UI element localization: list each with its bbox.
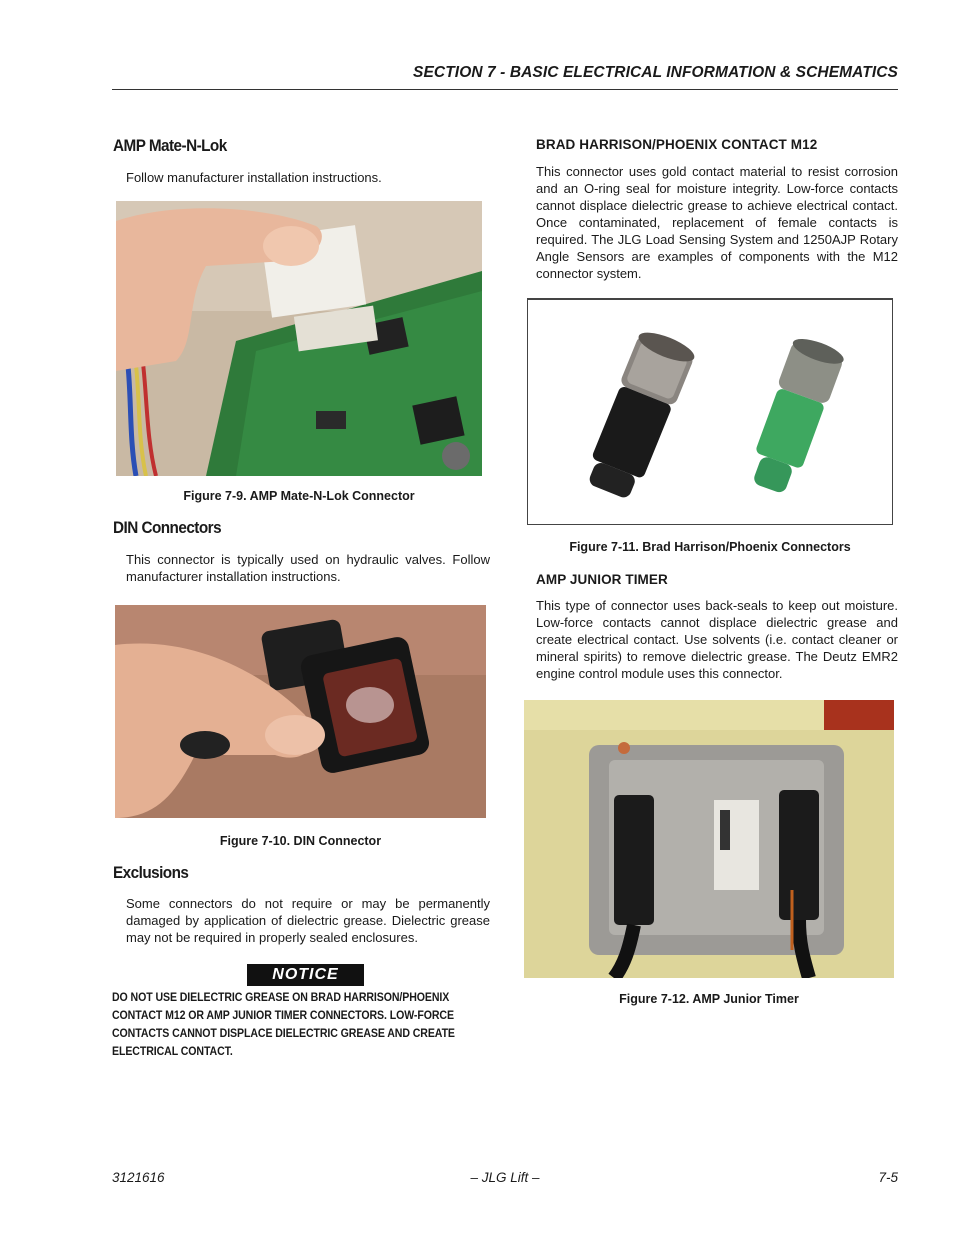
footer-doc-number: 3121616 <box>112 1170 165 1185</box>
footer-center: – JLG Lift – <box>470 1170 540 1185</box>
heading-din-connectors: DIN Connectors <box>113 518 222 537</box>
din-connectors-body: This connector is typically used on hydraulic valves. Follow manufacturer installation instructions. <box>126 552 490 584</box>
notice-badge: NOTICE <box>247 964 364 986</box>
brad-harrison-body: This connector uses gold contact material to resist corrosion and an O-ring seal for moisture integrity. Low-force contacts cannot displace dielectric grease to achieve electrical contact. Once contaminated, replacement of female contacts is required. The JLG Load Sensing System and 1250AJP Rotary Angle Sensors are examples of components with the M12 connector system. <box>536 164 898 281</box>
figure-7-10-caption: Figure 7-10. DIN Connector <box>219 834 382 848</box>
notice-text: DO NOT USE DIELECTRIC GREASE ON BRAD HARRISON/PHOENIX CONTACT M12 OR AMP JUNIOR TIMER CONNECTORS. LOW-FORCE CONTACTS CANNOT DISPLACE DIELECTRIC GREASE AND CREATE ELECTRICAL CONTACT. <box>112 992 455 1058</box>
heading-amp-junior-timer: AMP JUNIOR TIMER <box>536 572 668 587</box>
amp-mate-n-lok-body: Follow manufacturer installation instructions. <box>126 170 382 185</box>
figure-7-9-caption: Figure 7-9. AMP Mate-N-Lok Connector <box>183 489 415 503</box>
amp-junior-timer-body: This type of connector uses back-seals to keep out moisture. Low-force contacts cannot displace dielectric grease and create electrical contact. Use solvents (i.e. contact cleaner or mineral spirits) to remove dielectric grease. The Deutz EMR2 engine control module uses this connector. <box>536 598 898 681</box>
figure-7-11-photo <box>527 298 893 525</box>
figure-7-11-caption: Figure 7-11. Brad Harrison/Phoenix Connectors <box>569 540 851 554</box>
figure-7-12-caption: Figure 7-12. AMP Junior Timer <box>619 992 799 1006</box>
figure-7-12-photo <box>524 700 894 978</box>
section-title: SECTION 7 - BASIC ELECTRICAL INFORMATION & SCHEMATICS <box>413 64 898 81</box>
heading-brad-harrison: BRAD HARRISON/PHOENIX CONTACT M12 <box>536 137 818 152</box>
header-rule <box>112 89 898 90</box>
heading-amp-mate-n-lok: AMP Mate-N-Lok <box>113 136 227 155</box>
footer-page-number: 7-5 <box>878 1170 898 1185</box>
heading-exclusions: Exclusions <box>113 863 189 882</box>
exclusions-body: Some connectors do not require or may be permanently damaged by application of dielectric grease. Dielectric grease may not be required in properly sealed enclosures. <box>126 896 490 945</box>
figure-7-9-photo <box>116 201 482 476</box>
figure-7-10-photo <box>115 605 486 818</box>
